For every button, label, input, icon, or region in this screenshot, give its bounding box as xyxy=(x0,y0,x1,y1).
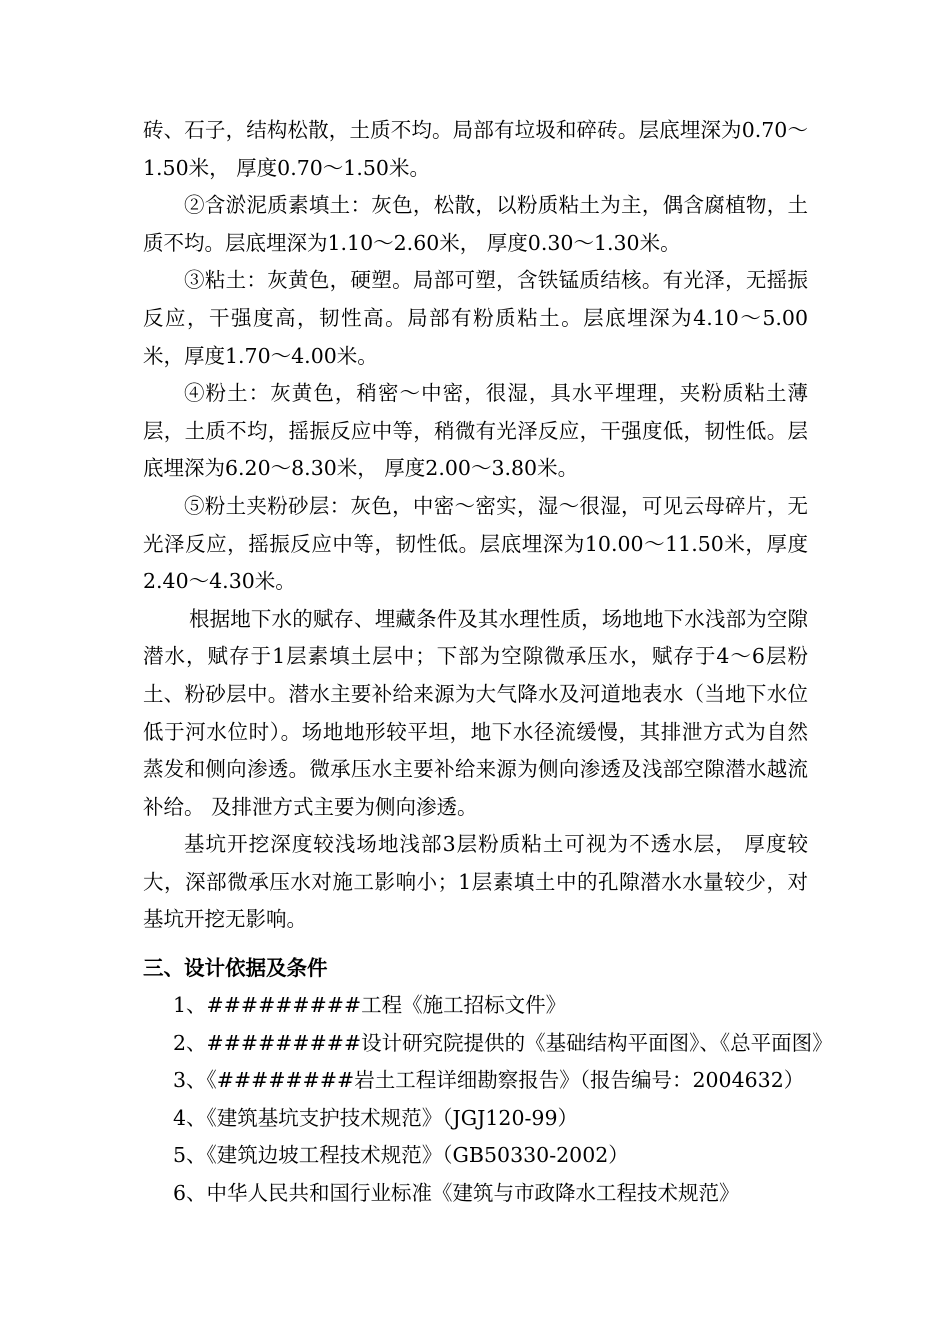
paragraph-layer2: ②含淤泥质素填土：灰色，松散，以粉质粘土为主，偶含腐植物，土质不均。层底埋深为1.10～2.60米， 厚度0.30～1.30米。 xyxy=(143,193,808,255)
reference-item-3: 3、《########岩土工程详细勘察报告》（报告编号：2004632） xyxy=(173,1068,805,1093)
reference-item-6: 6、中华人民共和国行业标准《建筑与市政降水工程技术规范》 xyxy=(173,1180,740,1205)
reference-item-1: 1、#########工程《施工招标文件》 xyxy=(173,993,567,1017)
paragraph-groundwater: 根据地下水的赋存、埋藏条件及其水理性质，场地地下水浅部为空隙潜水，赋存于1层素填土层中；下部为空隙微承压水，赋存于4～6层粉土、粉砂层中。潜水主要补给来源为大气降水及河道地表水（当地下水位低于河水位时）。场地地形较平坦，地下水径流缓慢，其排泄方式为自然蒸发和侧向渗透。微承压水主要补给来源为侧向渗透及浅部空隙潜水越流补给。 及排泄方式主要为侧向渗透。 xyxy=(143,606,808,819)
paragraph-excavation: 基坑开挖深度较浅场地浅部3层粉质粘土可视为不透水层， 厚度较大，深部微承压水对施工影响小；1层素填土中的孔隙潜水水量较少，对基坑开挖无影响。 xyxy=(143,832,808,932)
section-heading: 三、设计依据及条件 xyxy=(143,956,328,980)
reference-item-2: 2、#########设计研究院提供的《基础结构平面图》、《总平面图》 xyxy=(173,1030,833,1055)
paragraph-layer5: ⑤粉土夹粉砂层：灰色，中密～密实，湿～很湿，可见云母碎片，无光泽反应，摇振反应中等，韧性低。层底埋深为10.00～11.50米，厚度2.40～4.30米。 xyxy=(143,493,808,594)
paragraph-layer1-continued: 砖、石子，结构松散，土质不均。局部有垃圾和碎砖。层底埋深为0.70～1.50米， 厚度0.70～1.50米。 xyxy=(143,118,808,180)
reference-item-4: 4、《建筑基坑支护技术规范》（JGJ120-99） xyxy=(173,1105,578,1130)
reference-item-5: 5、《建筑边坡工程技术规范》（GB50330-2002） xyxy=(173,1143,629,1168)
soil-layer-descriptions xyxy=(143,112,808,939)
paragraph-layer3: ③粘土：灰黄色，硬塑。局部可塑，含铁锰质结核。有光泽，无摇振反应，干强度高，韧性高。局部有粉质粘土。层底埋深为4.10～5.00米，厚度1.70～4.00米。 xyxy=(143,268,808,368)
paragraph-layer4: ④粉土：灰黄色，稍密～中密，很湿，具水平埋理，夹粉质粘土薄层，土质不均，摇振反应中等，稍微有光泽反应，干强度低，韧性低。层底埋深为6.20～8.30米， 厚度2.00～3.80米。 xyxy=(143,381,808,481)
reference-list xyxy=(143,987,833,1213)
